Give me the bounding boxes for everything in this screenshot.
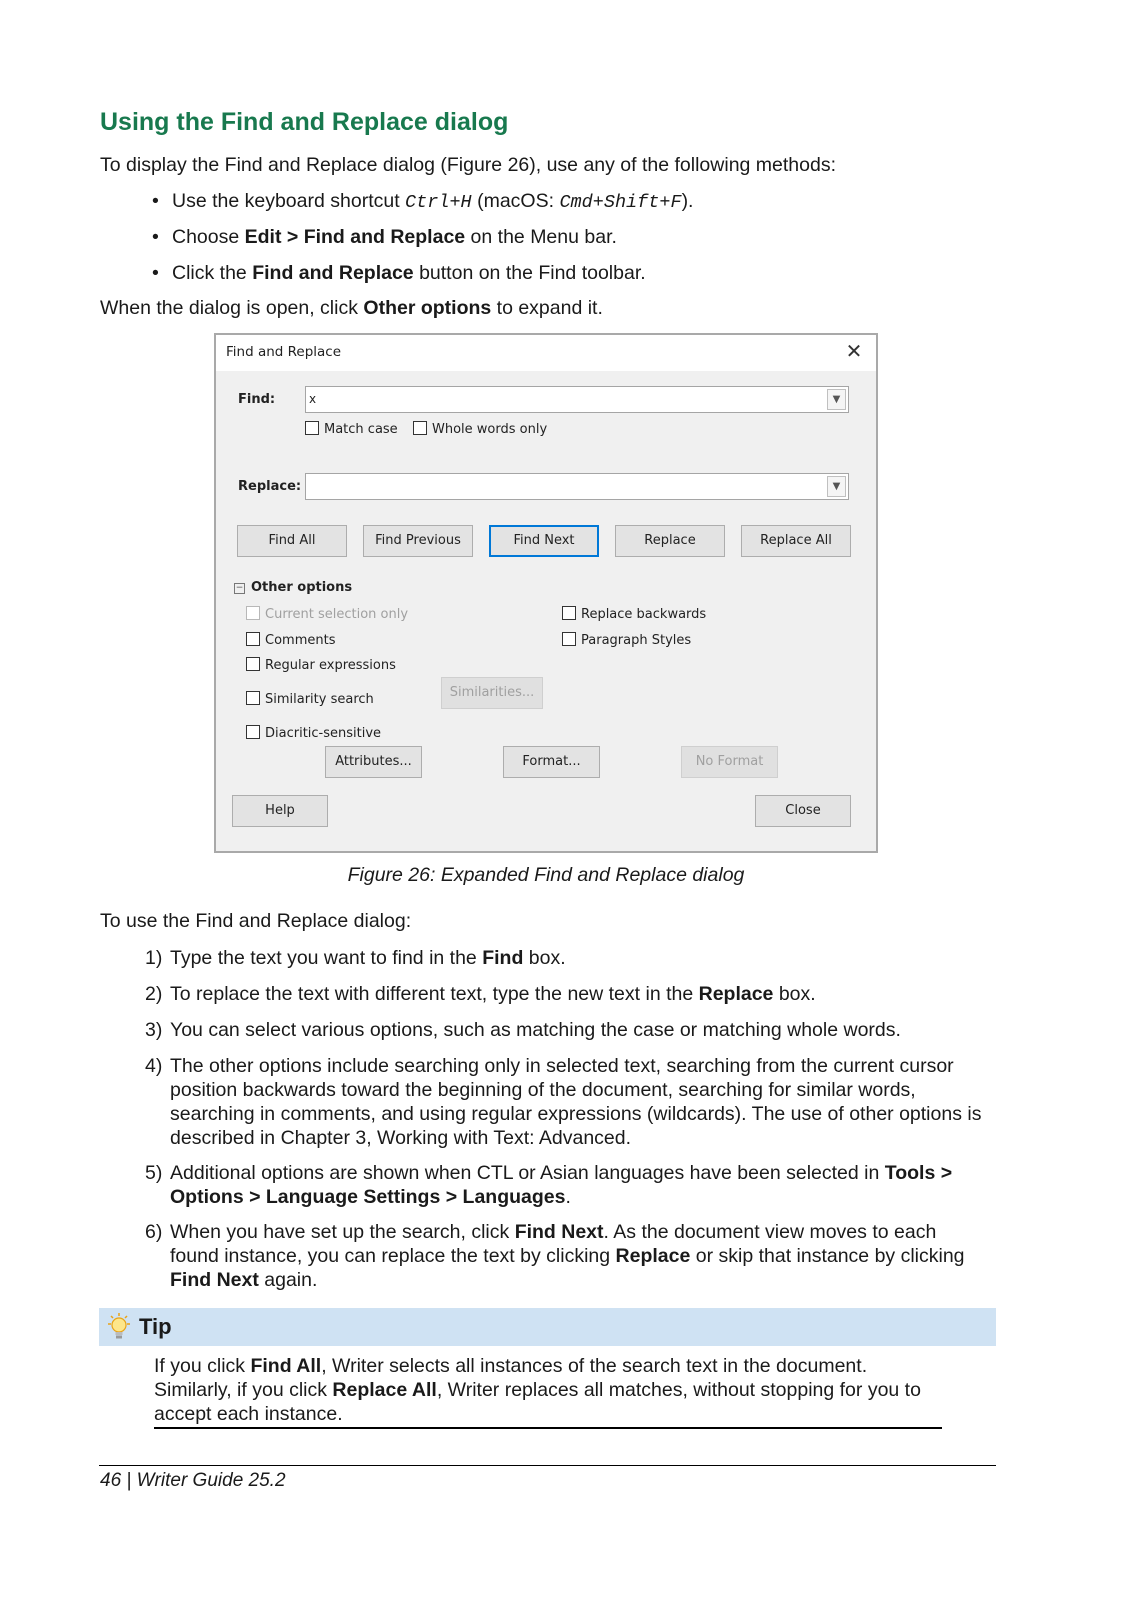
numbered-step: 5) Additional options are shown when CTL or Asian languages have been selected in Tools > Options > Language Settings > Languages.	[145, 1162, 953, 1208]
find-replace-dialog	[214, 333, 878, 853]
close-button[interactable]: Close	[755, 795, 851, 827]
intro-paragraph: To display the Find and Replace dialog (Figure 26), use any of the following methods:	[100, 154, 837, 176]
comments-checkbox[interactable]: Comments	[246, 632, 335, 648]
numbered-step: 6) When you have set up the search, click Find Next. As the document view moves to each found instance, you can replace the text by clicking Replace or skip that instance by clicking Find Next again.	[145, 1221, 965, 1291]
chevron-down-icon[interactable]: ▼	[827, 389, 846, 410]
paragraph-styles-checkbox[interactable]: Paragraph Styles	[562, 632, 691, 648]
bullet-item: • Click the Find and Replace button on the Find toolbar.	[152, 262, 646, 284]
format-button[interactable]: Format...	[503, 746, 600, 778]
help-button[interactable]: Help	[232, 795, 328, 827]
find-input[interactable]: x	[309, 392, 317, 406]
no-format-button[interactable]: No Format	[681, 746, 778, 778]
tip-text: If you click Find All, Writer selects all instances of the search text in the document. Similarly, if you click Replace All, Writer replaces all matches, without stopping for you to accept each instance.	[154, 1355, 921, 1425]
tip-divider	[154, 1427, 942, 1429]
similarities-button[interactable]: Similarities...	[441, 677, 543, 709]
replace-button[interactable]: Replace	[615, 525, 725, 557]
other-options-expander[interactable]: − Other options	[235, 580, 353, 595]
numbered-step: 1) Type the text you want to find in the Find box.	[145, 947, 566, 969]
bullet-item: • Use the keyboard shortcut Ctrl+H (macOS: Cmd+Shift+F).	[152, 190, 694, 213]
diacritic-sensitive-checkbox[interactable]: Diacritic-sensitive	[246, 725, 381, 741]
lightbulb-icon	[105, 1312, 133, 1342]
numbered-step: 2) To replace the text with different text, type the new text in the Replace box.	[145, 983, 816, 1005]
numbered-step: 4) The other options include searching only in selected text, searching from the current cursor position backwards toward the beginning of the document, searching for similar words, searching in comments, and using regular expressions (wildcards). The use of other options is described in Chapter 3, Working with Text: Advanced.	[145, 1055, 982, 1149]
chevron-down-icon[interactable]: ▼	[827, 476, 846, 497]
after-bullets-paragraph: When the dialog is open, click Other options to expand it.	[100, 297, 603, 319]
whole-words-checkbox[interactable]: Whole words only	[413, 421, 547, 437]
tip-label: Tip	[139, 1314, 172, 1339]
current-selection-checkbox[interactable]: Current selection only	[246, 606, 408, 622]
replace-backwards-checkbox[interactable]: Replace backwards	[562, 606, 706, 622]
similarity-search-checkbox[interactable]: Similarity search	[246, 691, 374, 707]
replace-label: Replace:	[238, 479, 302, 494]
figure-caption: Figure 26: Expanded Find and Replace dialog	[347, 864, 745, 886]
tip-banner	[99, 1308, 996, 1346]
find-previous-button[interactable]: Find Previous	[363, 525, 473, 557]
find-label: Find:	[238, 392, 276, 407]
match-case-checkbox[interactable]: Match case	[305, 421, 398, 437]
find-combobox[interactable]	[305, 386, 849, 413]
find-all-button[interactable]: Find All	[237, 525, 347, 557]
attributes-button[interactable]: Attributes...	[325, 746, 422, 778]
footer-divider	[99, 1465, 996, 1466]
numbered-step: 3) You can select various options, such as matching the case or matching whole words.	[145, 1019, 901, 1041]
dialog-title: Find and Replace	[226, 344, 342, 360]
find-next-button[interactable]: Find Next	[489, 525, 599, 557]
collapse-icon: −	[235, 583, 244, 593]
close-icon[interactable]: ✕	[845, 339, 863, 363]
dialog-titlebar	[216, 335, 876, 371]
replace-all-button[interactable]: Replace All	[741, 525, 851, 557]
bullet-item: • Choose Edit > Find and Replace on the Menu bar.	[152, 226, 617, 248]
regular-expressions-checkbox[interactable]: Regular expressions	[246, 657, 396, 673]
section-heading: Using the Find and Replace dialog	[100, 108, 509, 136]
use-intro-paragraph: To use the Find and Replace dialog:	[100, 910, 412, 932]
replace-combobox[interactable]	[305, 473, 849, 500]
page-footer: 46 | Writer Guide 25.2	[100, 1470, 286, 1491]
